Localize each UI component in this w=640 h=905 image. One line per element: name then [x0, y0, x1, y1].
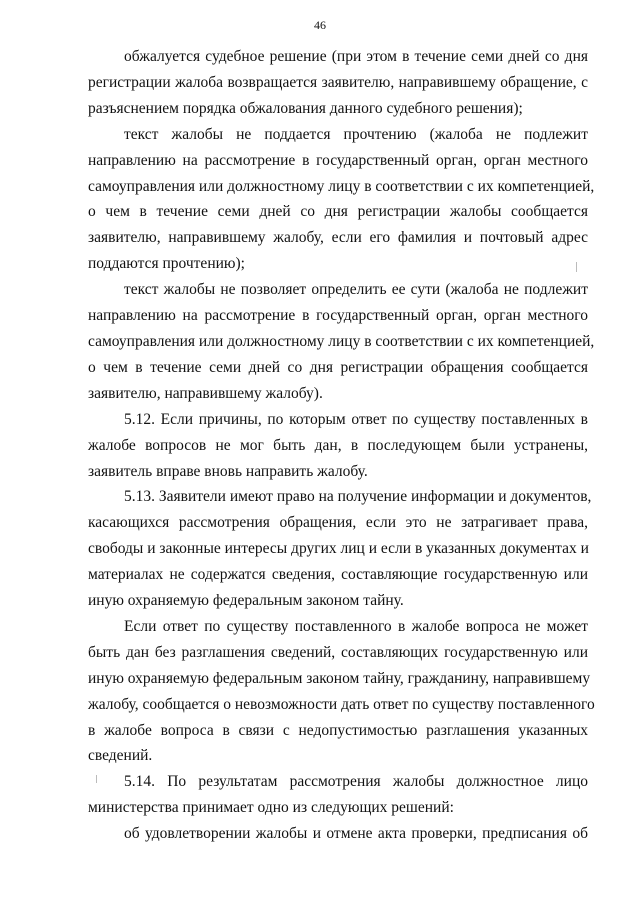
- text-line: 5.13. Заявители имеют право на получение информации и документов,: [124, 488, 592, 506]
- text-line: заявителю, направившему жалобу).: [88, 384, 323, 402]
- text-line: касающихся рассмотрения обращения, если это не затрагивает права,: [88, 514, 588, 532]
- text-line: Если ответ по существу поставленного в жалобе вопроса не может: [124, 617, 588, 635]
- text-line: в жалобе вопроса в связи с недопустимостью разглашения указанных: [88, 721, 588, 739]
- paragraph-appeal-court-decision: [88, 44, 588, 122]
- text-line: о чем в течение семи дней со дня регистрации жалобы сообщается: [88, 203, 588, 221]
- text-line: самоуправления или должностному лицу в соответствии с их компетенцией,: [88, 177, 595, 195]
- text-line: заявитель вправе вновь направить жалобу.: [88, 462, 368, 480]
- text-line: материалах не содержатся сведения, составляющие государственную или: [88, 566, 588, 584]
- text-line: жалобе вопросов не мог быть дан, в последующем были устранены,: [88, 436, 588, 454]
- paragraph-5-13: [88, 484, 592, 614]
- paragraph-unreadable-text: [88, 122, 595, 277]
- paragraph-decision-satisfy: [88, 821, 588, 847]
- paragraph-secret-disclosure: [88, 614, 595, 769]
- scan-speck: [96, 775, 97, 783]
- text-line: обжалуется судебное решение (при этом в течение семи дней со дня: [124, 48, 588, 65]
- text-line: регистрации жалоба возвращается заявителю, направившему обращение, с: [88, 73, 588, 91]
- text-line: направлению на рассмотрение в государственный орган, орган местного: [88, 307, 588, 325]
- text-line: министерства принимает одно из следующих решений:: [88, 799, 454, 817]
- paragraph-essence-undeterminable: [88, 277, 595, 407]
- text-line: 5.14. По результатам рассмотрения жалобы должностное лицо: [124, 773, 588, 791]
- page-number: 46: [314, 18, 326, 32]
- text-line: об удовлетворении жалобы и отмене акта проверки, предписания об: [124, 825, 588, 843]
- text-line: разъяснением порядка обжалования данного судебного решения);: [88, 99, 523, 117]
- text-line: поддаются прочтению);: [88, 255, 245, 273]
- text-line: текст жалобы не поддается прочтению (жалоба не подлежит: [124, 125, 588, 143]
- document-body: [88, 44, 595, 847]
- text-line: текст жалобы не позволяет определить ее сути (жалоба не подлежит: [124, 281, 588, 299]
- scan-speck: [576, 262, 577, 272]
- text-line: самоуправления или должностному лицу в соответствии с их компетенцией,: [88, 332, 595, 350]
- text-line: свободы и законные интересы других лиц и если в указанных документах и: [88, 540, 589, 558]
- paragraph-5-14: [88, 769, 588, 821]
- text-line: сведений.: [88, 747, 153, 765]
- text-line: жалобу, сообщается о невозможности дать ответ по существу поставленного: [88, 695, 595, 713]
- text-line: быть дан без разглашения сведений, составляющих государственную или: [88, 643, 588, 661]
- text-line: иную охраняемую федеральным законом тайну, гражданину, направившему: [88, 669, 591, 687]
- text-line: 5.12. Если причины, по которым ответ по существу поставленных в: [124, 410, 588, 428]
- text-line: иную охраняемую федеральным законом тайну.: [88, 592, 404, 610]
- text-line: направлению на рассмотрение в государственный орган, орган местного: [88, 151, 588, 169]
- text-line: о чем в течение семи дней со дня регистрации обращения сообщается: [88, 358, 588, 376]
- paragraph-5-12: [88, 407, 588, 485]
- text-line: заявителю, направившему жалобу, если его фамилия и почтовый адрес: [88, 229, 588, 247]
